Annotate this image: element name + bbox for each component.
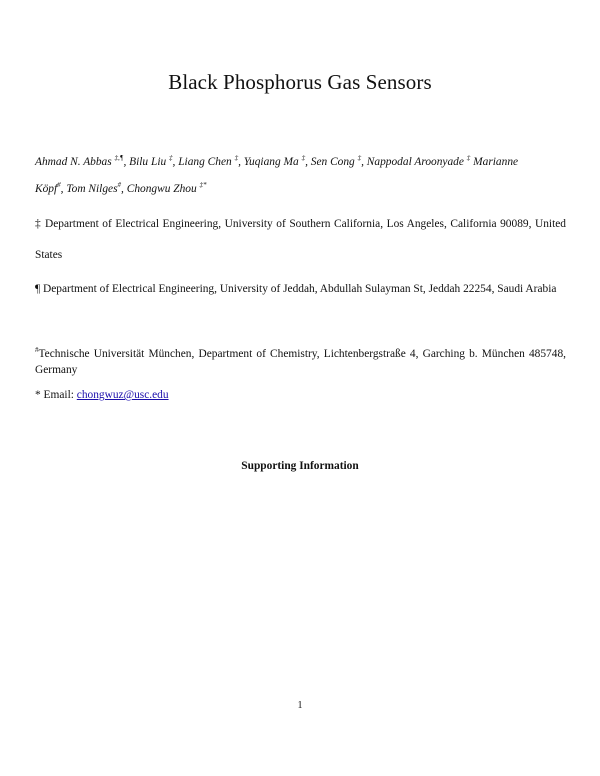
author-line-2 [35, 176, 566, 203]
author-affil-mark: ‡ [234, 154, 239, 162]
affiliation-text: Technische Universität München, Department of Chemistry, Lichtenbergstraße 4, Garching b. München 485748, Germany [35, 348, 566, 376]
corresponding-email [35, 389, 169, 401]
author-affil-mark: ‡ [169, 154, 173, 162]
author-affil-mark: ‡ [301, 154, 306, 162]
author-name: Marianne [470, 156, 519, 168]
email-prefix: * Email: [35, 389, 77, 401]
affiliation-tum [35, 346, 566, 378]
author-list [35, 149, 566, 203]
author-name: , Yuqiang Ma [238, 156, 302, 168]
author-affil-mark: # [57, 181, 61, 189]
author-name: , Bilu Liu [123, 156, 170, 168]
author-affil-mark: ‡ [357, 154, 362, 162]
affiliation-mark: ‡ [35, 218, 42, 230]
email-link[interactable]: chongwuz@usc.edu [76, 389, 169, 401]
author-name: Köpf [35, 183, 58, 195]
paper-title: Black Phosphorus Gas Sensors [168, 70, 432, 94]
author-affil-mark: # [117, 181, 122, 189]
author-line-1 [35, 149, 566, 176]
author-affil-mark: ‡ [466, 154, 471, 162]
author-name: , Nappodal Aroonyade [361, 156, 467, 168]
author-affil-mark: ‡,¶ [114, 154, 124, 162]
affiliation-text: Department of Electrical Engineering, University of Jeddah, Abdullah Sulayman St, Jeddah 22254, Saudi Arabia [40, 283, 557, 295]
author-name: , Sen Cong [305, 156, 358, 168]
affiliation-usc [35, 209, 566, 271]
author-name: Ahmad N. Abbas [35, 156, 115, 168]
page-number: 1 [297, 700, 303, 711]
supporting-information-heading: Supporting Information [241, 460, 359, 472]
affiliation-jeddah [35, 274, 566, 305]
author-name: , Chongwu Zhou [121, 183, 200, 195]
affiliation-text: Department of Electrical Engineering, University of Southern California, Los Angeles, California 90089, United States [35, 218, 566, 261]
affiliation-mark: ¶ [35, 283, 41, 295]
affiliation-mark: # [35, 346, 39, 354]
author-name: , Liang Chen [172, 156, 235, 168]
author-affil-mark: ‡* [199, 181, 207, 189]
author-name: , Tom Nilges [60, 183, 118, 195]
